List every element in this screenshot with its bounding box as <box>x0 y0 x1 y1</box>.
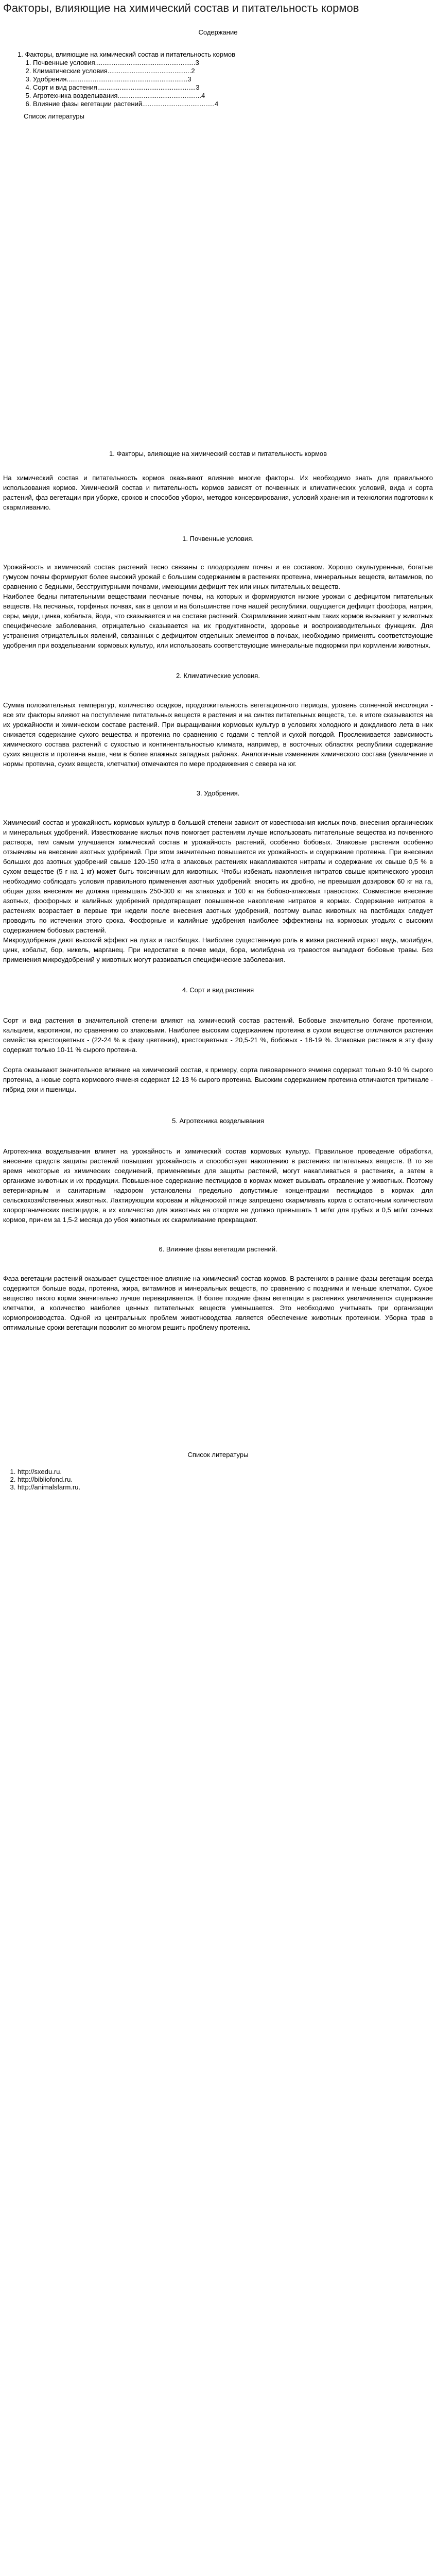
section-paragraph: Фаза вегетации растений оказывает существенное влияние на химический состав кормов. В растениях в ранние фазы вегетации всегда содержится больше воды, протеина, жира, витаминов и минеральных веществ, по сравнению с поздними и меньше клетчатки. Сухое вещество такого корма значительно лучше переваривается. В более поздние фазы вегетации в растениях увеличивается содержание клетчатки, а количество наиболее ценных питательных веществ уменьшается. Это необходимо учитывать при организации кормопроизводства. Одной из центральных проблем животноводства является обеспечение животных протеином. Уборка трав в оптимальные сроки вегетации позволит во многом решить проблему протеина. <box>3 1275 433 1331</box>
source-link[interactable]: 2. http://bibliofond.ru. <box>18 1476 433 1483</box>
toc-item-climate[interactable]: 2. Климатические условия.............................................2 <box>33 67 433 75</box>
section-paragraph: Агротехника возделывания влияет на урожайность и химический состав кормовых культур. Правильное проведение обработки, внесение средств защиты растений повышает урожайность и способствует накоплению в растениях питательных веществ. В то же время некоторые из химических соединений, применяемых для защиты растений, могут накапливаться в растениях, а затем в организме животных и их продукции. Повышенное содержание пестицидов в кормах может вызывать отравление у животных. Поэтому ветеринарным и санитарным надзором установлены предельно допустимые концентрации пестицидов в кормах для сельскохозяйственных животных. Лактирующим коровам и яйценоской птице запрещено скармливать корма с остаточным количеством хлорорганических пестицидов, а их количество для животных на откорме не должно превышать 1 мг/кг для грубых и 0,5 мг/кг сочных кормов, причем за 1,5-2 месяца до убоя животных их скармливание прекращают. <box>3 1147 433 1224</box>
toc-item-vegetation[interactable]: 6. Влияние фазы вегетации растений.......................................4 <box>33 100 433 108</box>
table-of-contents <box>7 50 433 108</box>
toc-item-agrotech[interactable]: 5. Агротехника возделывания.............................................4 <box>33 92 433 100</box>
section-paragraph: Микроудобрения дают высокий эффект на лугах и пастбищах. Наиболее существенную роль в жизни растений играют медь, молибден, цинк, кобальт, бор, никель, марганец. При недостатке в почве меди, бора, молибдена из травостоя выпадают бобовые травы. Без применения микроудобрений у животных могут развиваться специфические заболевания. <box>3 936 433 963</box>
toc-item-fertilizers[interactable]: 3. Удобрения.................................................................3 <box>33 75 433 83</box>
section-paragraph: Сумма положительных температур, количество осадков, продолжительность вегетационного периода, уровень солнечной инсоляции - все эти факторы влияют на поступление питательных веществ в растения и на синтез питательных веществ, т.е. в итоге сказываются на их урожайности и химическом составе растений. При выращивании кормовых культур в условиях холодного и дождливого лета в них снижается содержание сухого вещества и протеина по сравнению с годами с теплой и сухой погодой. Прослеживается зависимость химического состава растений с сухостью и континентальностью климата, например, в восточных областях республики содержание сухих веществ и протеина выше, чем в более влажных западных районах. Аналогичные изменения химического состава (увеличение и нормы протеина, сухих веществ, клетчатки) отмечаются по мере продвижения с севера на юг. <box>3 701 433 768</box>
section-paragraph: Наиболее бедны питательными веществами песчаные почвы, на которых и формируются низкие урожаи с дефицитом питательных веществ. На песчаных, торфяных почвах, как в целом и на большинстве почв нашей республики, ощущается дефицит фосфора, натрия, серы, меди, цинка, кобальта, йода, что сказывается и на составе растений. Скармливание животным таких кормов вызывает у животных специфические заболевания, отрицательно сказывается на их продуктивности, здоровье и воспроизводительных функциях. Для устранения отрицательных явлений, связанных с дефицитом отдельных элементов в почвах, необходимо применять соответствующие удобрения при возделывании кормовых культур, или использовать соответствующие минеральные подкормки при кормлении животных. <box>3 592 433 649</box>
toc-item-variety[interactable]: 4. Сорт и вид растения.....................................................3 <box>33 83 433 92</box>
toc-main-item[interactable]: 1. Факторы, влияющие на химический состав и питательность кормов <box>18 50 236 58</box>
section-title: 4. Сорт и вид растения <box>182 986 254 994</box>
sources-title: Список литературы <box>187 1451 249 1459</box>
source-link[interactable]: 3. http://animalsfarm.ru. <box>18 1483 433 1491</box>
sources-list <box>3 1468 433 1491</box>
section-paragraph: Сорта оказывают значительное влияние на химический состав, к примеру, сорта пивоваренного ячменя содержат только 9-10 % сырого протеина, а новые сорта кормового ячменя содержат 12-13 % сырого протеина. Высоким содержанием протеина отличаются тритикале - гибрид ржи и пшеницы. <box>3 1066 433 1093</box>
section-paragraph: Урожайность и химический состав растений тесно связаны с плодородием почвы и ее составом. Хорошо окультуренные, богатые гумусом почвы формируют более высокий урожай с большим содержанием в растениях протеина, минеральных веществ, витаминов, по сравнению с бедными, бесструктурными почвами, имеющими дефицит тех или иных питательных веществ. <box>3 563 433 590</box>
section-paragraph: Химический состав и урожайность кормовых культур в большой степени зависит от известкования кислых почв, внесения органических и минеральных удобрений. Известкование кислых почв помогает растениям лучше использовать питательные вещества из почвенного раствора, тем самым улучшается химический состав и урожайность растений, особенно бобовых. Злаковые растения особенно отзывчивы на внесение азотных удобрений. При этом значительно повышается их урожайность и содержание протеина. При внесении больших доз азотных удобрений свыше 120-150 кг/га в злаковых растениях накапливаются нитраты и содержание их свыше 0,5 % в сухом веществе (5 г на 1 кг) может быть токсичным для животных. Чтобы избежать накопления нитратов свыше критического уровня необходимо соблюдать условия правильного применения азотных удобрений: вносить их дробно, не превышая дозировок 60 кг на га, общая доза внесения не должна превышать 250-300 кг на злаковых и 100 кг на бобово-злаковых травостоях. Совместное внесение азотных, фосфорных и калийных удобрений предотвращает повышенное накопление нитратов в кормах. Содержание нитратов в растениях возрастает в первые три недели после внесения азотных удобрений, поэтому выпас животных на пастбищах следует проводить по истечении этого срока. Фосфорные и калийные удобрения наиболее эффективны на кормовых угодьях с высоким содержанием бобовых растений. <box>3 819 433 934</box>
toc-item-soil[interactable]: 1. Почвенные условия......................................................3 <box>33 59 433 67</box>
page-title: Факторы, влияющие на химический состав и питательность кормов <box>3 2 359 14</box>
source-link[interactable]: 1. http://sxedu.ru. <box>18 1468 433 1476</box>
toc-heading: Содержание <box>198 28 238 36</box>
section-title: 1. Факторы, влияющие на химический состав и питательность кормов <box>109 450 327 457</box>
section-title: 1. Почвенные условия. <box>182 535 254 543</box>
toc-literature-link[interactable]: Список литературы <box>24 112 84 120</box>
section-paragraph: На химический состав и питательность кормов оказывают влияние многие факторы. Их необходимо знать для правильного использования кормов. Химический состав и питательность кормов зависят от почвенных и климатических условий, вида и сорта растений, фаз вегетации при уборке, сроков и способов уборки, методов консервирования, условий хранения и технологии подготовки к скармливанию. <box>3 474 433 511</box>
section-title: 5. Агротехника возделывания <box>172 1117 264 1125</box>
section-title: 3. Удобрения. <box>196 789 240 797</box>
section-paragraph: Сорт и вид растения в значительной степени влияют на химический состав растений. Бобовые значительно богаче протеином, кальцием, каротином, по сравнению со злаковыми. Наиболее высоким содержанием протеина в сухом веществе отличаются растения семейства крестоцветных - (22-24 % в фазу цветения), крестоцветных - 20,5-21 %, бобовых - 18-19 %. Злаковые растения в эту фазу содержат только 10-11 % сырого протеина. <box>3 1016 433 1054</box>
section-title: 6. Влияние фазы вегетации растений. <box>159 1245 277 1253</box>
section-title: 2. Климатические условия. <box>176 672 260 680</box>
